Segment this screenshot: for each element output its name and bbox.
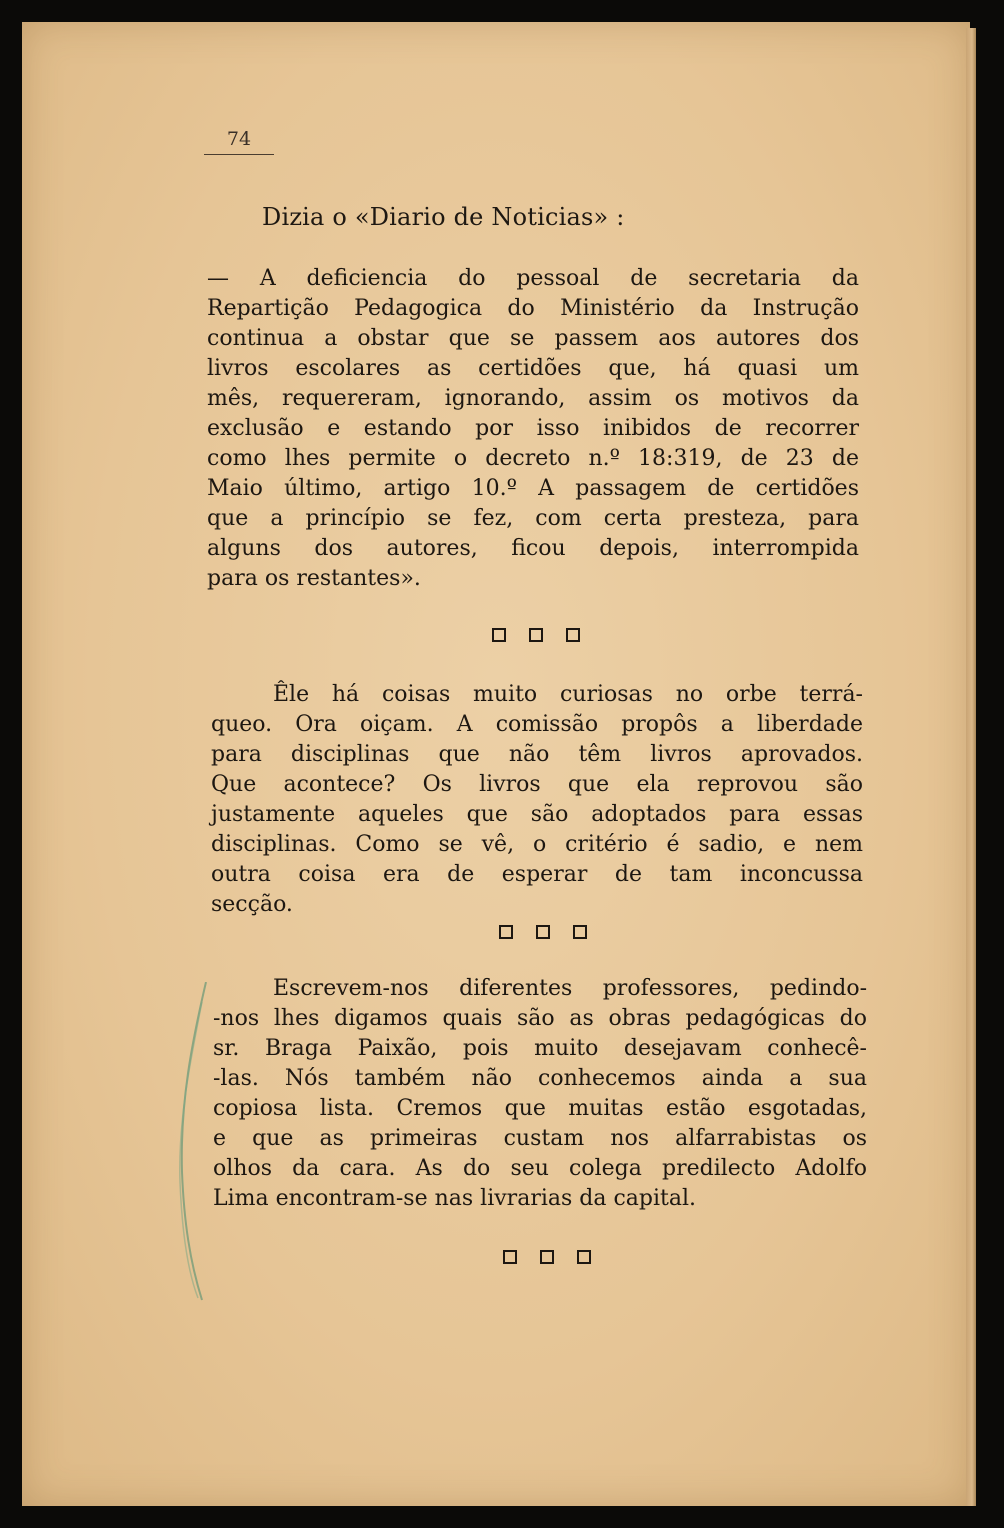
text-line: -nos lhes digamos quais são as obras pedagógicas do bbox=[213, 1006, 867, 1031]
green-pencil-mark bbox=[172, 982, 212, 1302]
text-line: copiosa lista. Cremos que muitas estão esgotadas, bbox=[213, 1096, 867, 1121]
text-line: continua a obstar que se passem aos autores dos bbox=[207, 326, 859, 351]
text-line: Que acontece? Os livros que ela reprovou são bbox=[211, 772, 863, 797]
text-line: — A deficiencia do pessoal de secretaria da bbox=[207, 266, 859, 291]
text-line: sr. Braga Paixão, pois muito desejavam conhecê- bbox=[213, 1036, 867, 1061]
heading: Dizia o «Diario de Noticias» : bbox=[262, 203, 625, 231]
section-separator bbox=[492, 628, 580, 642]
square-ornament bbox=[573, 925, 587, 939]
text-line: para os restantes». bbox=[207, 566, 421, 591]
text-line: e que as primeiras custam nos alfarrabistas os bbox=[213, 1126, 867, 1151]
square-ornament bbox=[577, 1250, 591, 1264]
section-separator bbox=[499, 925, 587, 939]
text-line: para disciplinas que não têm livros aprovados. bbox=[211, 742, 863, 767]
text-line: Êle há coisas muito curiosas no orbe terrá- bbox=[273, 682, 863, 707]
text-line: que a princípio se fez, com certa presteza, para bbox=[207, 506, 859, 531]
text-line: Maio último, artigo 10.º A passagem de certidões bbox=[207, 476, 859, 501]
square-ornament bbox=[536, 925, 550, 939]
paragraph-3 bbox=[213, 974, 867, 1214]
square-ornament bbox=[566, 628, 580, 642]
paragraph-2 bbox=[211, 680, 863, 920]
text-line: -las. Nós também não conhecemos ainda a sua bbox=[213, 1066, 867, 1091]
square-ornament bbox=[503, 1250, 517, 1264]
text-line: justamente aqueles que são adoptados para essas bbox=[211, 802, 863, 827]
page-number: 74 bbox=[204, 128, 274, 155]
text-line: disciplinas. Como se vê, o critério é sadio, e nem bbox=[211, 832, 863, 857]
text-line: exclusão e estando por isso inibidos de recorrer bbox=[207, 416, 859, 441]
square-ornament bbox=[499, 925, 513, 939]
square-ornament bbox=[529, 628, 543, 642]
square-ornament bbox=[492, 628, 506, 642]
text-line: livros escolares as certidões que, há quasi um bbox=[207, 356, 859, 381]
square-ornament bbox=[540, 1250, 554, 1264]
page-edge bbox=[966, 28, 976, 1506]
text-line: mês, requereram, ignorando, assim os motivos da bbox=[207, 386, 859, 411]
text-line: alguns dos autores, ficou depois, interrompida bbox=[207, 536, 859, 561]
text-line: Repartição Pedagogica do Ministério da Instrução bbox=[207, 296, 859, 321]
text-line: outra coisa era de esperar de tam inconcussa bbox=[211, 862, 863, 887]
section-separator bbox=[503, 1250, 591, 1264]
text-line: queo. Ora oiçam. A comissão propôs a liberdade bbox=[211, 712, 863, 737]
text-line: olhos da cara. As do seu colega predilecto Adolfo bbox=[213, 1156, 867, 1181]
paragraph-1 bbox=[207, 264, 859, 594]
text-line: Lima encontram-se nas livrarias da capital. bbox=[213, 1186, 697, 1211]
text-line: Escrevem-nos diferentes professores, pedindo- bbox=[273, 976, 867, 1001]
text-line: como lhes permite o decreto n.º 18:319, de 23 de bbox=[207, 446, 859, 471]
text-line: secção. bbox=[211, 892, 293, 917]
